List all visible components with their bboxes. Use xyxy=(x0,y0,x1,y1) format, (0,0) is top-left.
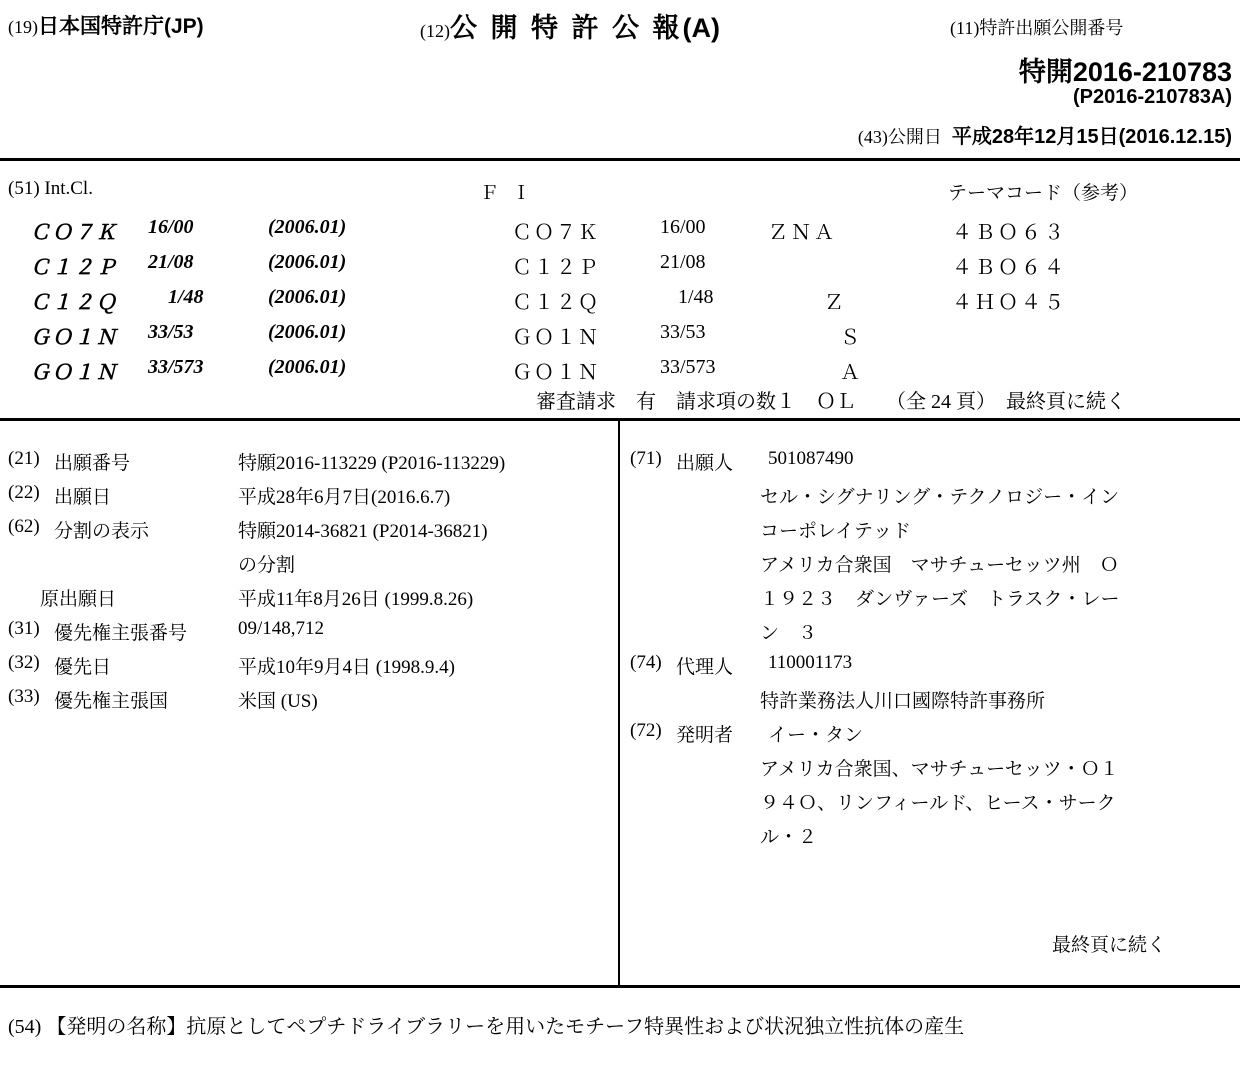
publication-number-code: (11) xyxy=(950,18,980,38)
fi-subclass: 1/48 xyxy=(678,286,714,308)
ipc-version: (2006.01) xyxy=(268,356,347,378)
applicant-address-line-2: １９２３ ダンヴァーズ トラスク・レー xyxy=(760,589,1120,610)
field-term-62: 分割の表示 xyxy=(54,521,150,542)
applicant-address-line-1: アメリカ合衆国 マサチューセッツ州 Ｏ xyxy=(760,555,1119,576)
field-value-62: 特願2014-36821 (P2014-36821) xyxy=(238,521,488,542)
publication-date-group xyxy=(858,120,1232,149)
field-code-74: (74) xyxy=(630,652,662,673)
field-code-62: (62) xyxy=(8,516,40,537)
ipc-class: ＧＯ１Ｎ xyxy=(30,327,118,349)
field-term-71: 出願人 xyxy=(676,453,734,474)
field-term-72: 発明者 xyxy=(676,725,734,746)
field-term-22: 出願日 xyxy=(54,487,112,508)
field-code-33: (33) xyxy=(8,686,40,707)
field-code-32: (32) xyxy=(8,652,40,673)
field-value-31: 09/148,712 xyxy=(238,618,325,639)
ipc-subclass: 1/48 xyxy=(168,286,204,308)
publication-date-code: (43) xyxy=(857,127,888,147)
field-value-74: 110001173 xyxy=(768,652,853,673)
field-value-32: 平成10年9月4日 (1998.9.4) xyxy=(238,657,455,678)
fi-subclass: 33/573 xyxy=(660,356,716,378)
issuing-office-code: (19) xyxy=(8,17,38,37)
publication-number-label: 特許出願公開番号 xyxy=(979,18,1124,38)
field-code-31: (31) xyxy=(8,618,40,639)
field-value-72: イー・タン xyxy=(768,725,864,746)
document-kind-suffix: (A) xyxy=(682,13,720,43)
field-term-original-filing-date: 原出願日 xyxy=(40,589,117,610)
field-term-31: 優先権主張番号 xyxy=(54,623,188,644)
ipc-subclass: 33/573 xyxy=(148,356,204,378)
field-term-32: 優先日 xyxy=(54,657,112,678)
fi-class: Ｃ１２Ｑ xyxy=(512,292,600,314)
field-value-original-filing-date: 平成11年8月26日 (1999.8.26) xyxy=(238,589,474,610)
theme-code: ４ＢＯ６３ xyxy=(952,222,1067,244)
applicant-name-line-2: コーポレイテッド xyxy=(760,521,912,542)
ipc-class: ＧＯ１Ｎ xyxy=(30,362,118,384)
fi-class: ＧＯ１Ｎ xyxy=(512,362,600,384)
field-value-33: 米国 (US) xyxy=(238,691,318,712)
continued-note: 最終頁に続く xyxy=(1052,935,1167,956)
fi-extra: Ａ xyxy=(840,362,863,384)
ipc-class: Ｃ１２Ｑ xyxy=(30,292,118,314)
inventor-address-line-3: ル・２ xyxy=(760,827,818,848)
publication-number: 特開2016-210783 xyxy=(1018,57,1232,87)
field-term-74: 代理人 xyxy=(676,657,734,678)
ipc-label-text: Int.Cl. xyxy=(44,178,93,199)
examination-request-line: 審査請求 有 請求項の数１ ＯＬ （全 24 頁） 最終頁に続く xyxy=(536,391,1126,413)
invention-title-value: 抗原としてペプチドライブラリーを用いたモチーフ特異性および状況独立性抗体の産生 xyxy=(186,1016,965,1038)
field-value-21: 特願2016-113229 (P2016-113229) xyxy=(238,453,506,474)
invention-title-code: (54) xyxy=(8,1016,42,1038)
document-kind xyxy=(420,6,720,45)
inventor-address-line-1: アメリカ合衆国、マサチューセッツ・Ｏ１ xyxy=(760,759,1119,780)
invention-title-label: 【発明の名称】 xyxy=(46,1016,187,1038)
document-kind-code: (12) xyxy=(420,21,450,41)
publication-number-alt: (P2016-210783A) xyxy=(1073,86,1232,108)
ipc-code: (51) xyxy=(8,178,40,199)
theme-code: ４ＨＯ４５ xyxy=(952,292,1067,314)
fi-extra: Ｓ xyxy=(840,327,863,349)
fi-subclass: 16/00 xyxy=(660,216,706,238)
ipc-version: (2006.01) xyxy=(268,286,347,308)
ipc-class: ＣＯ７Ｋ xyxy=(30,222,118,244)
agent-name: 特許業務法人川口國際特許事務所 xyxy=(760,691,1046,712)
fi-class: ＣＯ７Ｋ xyxy=(512,222,600,244)
fi-extra: ＺＮＡ xyxy=(768,222,837,244)
field-term-33: 優先権主張国 xyxy=(54,691,169,712)
field-value-22: 平成28年6月7日(2016.6.7) xyxy=(238,487,451,508)
field-term-21: 出願番号 xyxy=(54,453,131,474)
divider-columns xyxy=(618,421,620,985)
applicant-name-line-1: セル・シグナリング・テクノロジー・イン xyxy=(760,487,1120,508)
field-value-71: 501087490 xyxy=(768,448,854,469)
invention-title-group xyxy=(8,1010,964,1039)
publication-date-label: 公開日 xyxy=(887,127,942,147)
inventor-address-line-2: ９４Ｏ、リンフィールド、ヒース・サーク xyxy=(760,793,1116,814)
divider-ipc-bottom xyxy=(0,418,1240,421)
fi-header: Ｆ Ｉ xyxy=(480,183,535,204)
field-code-22: (22) xyxy=(8,482,40,503)
fi-subclass: 21/08 xyxy=(660,251,706,273)
fi-subclass: 33/53 xyxy=(660,321,706,343)
field-value-62-cont: の分割 xyxy=(238,555,296,576)
issuing-office xyxy=(8,10,204,40)
ipc-class: Ｃ１２Ｐ xyxy=(30,257,118,279)
ipc-subclass: 33/53 xyxy=(148,321,194,343)
applicant-address-line-3: ン ３ xyxy=(760,623,818,644)
field-code-71: (71) xyxy=(630,448,662,469)
publication-number-label-group xyxy=(950,14,1123,40)
ipc-subclass: 21/08 xyxy=(148,251,194,273)
theme-code: ４ＢＯ６４ xyxy=(952,257,1067,279)
fi-class: ＧＯ１Ｎ xyxy=(512,327,600,349)
document-kind-name: 公 開 特 許 公 報 xyxy=(450,13,683,43)
ipc-header xyxy=(8,178,93,200)
fi-extra: Ｚ xyxy=(824,292,847,314)
ipc-subclass: 16/00 xyxy=(148,216,194,238)
ipc-version: (2006.01) xyxy=(268,321,347,343)
field-code-21: (21) xyxy=(8,448,40,469)
publication-date-value: 平成28年12月15日(2016.12.15) xyxy=(951,126,1232,148)
field-code-72: (72) xyxy=(630,720,662,741)
divider-title-top xyxy=(0,985,1240,988)
fi-class: Ｃ１２Ｐ xyxy=(512,257,600,279)
ipc-version: (2006.01) xyxy=(268,216,347,238)
ipc-version: (2006.01) xyxy=(268,251,347,273)
divider-top xyxy=(0,158,1240,161)
issuing-office-name: 日本国特許庁(JP) xyxy=(38,15,204,38)
theme-code-header: テーマコード（参考） xyxy=(948,183,1139,204)
